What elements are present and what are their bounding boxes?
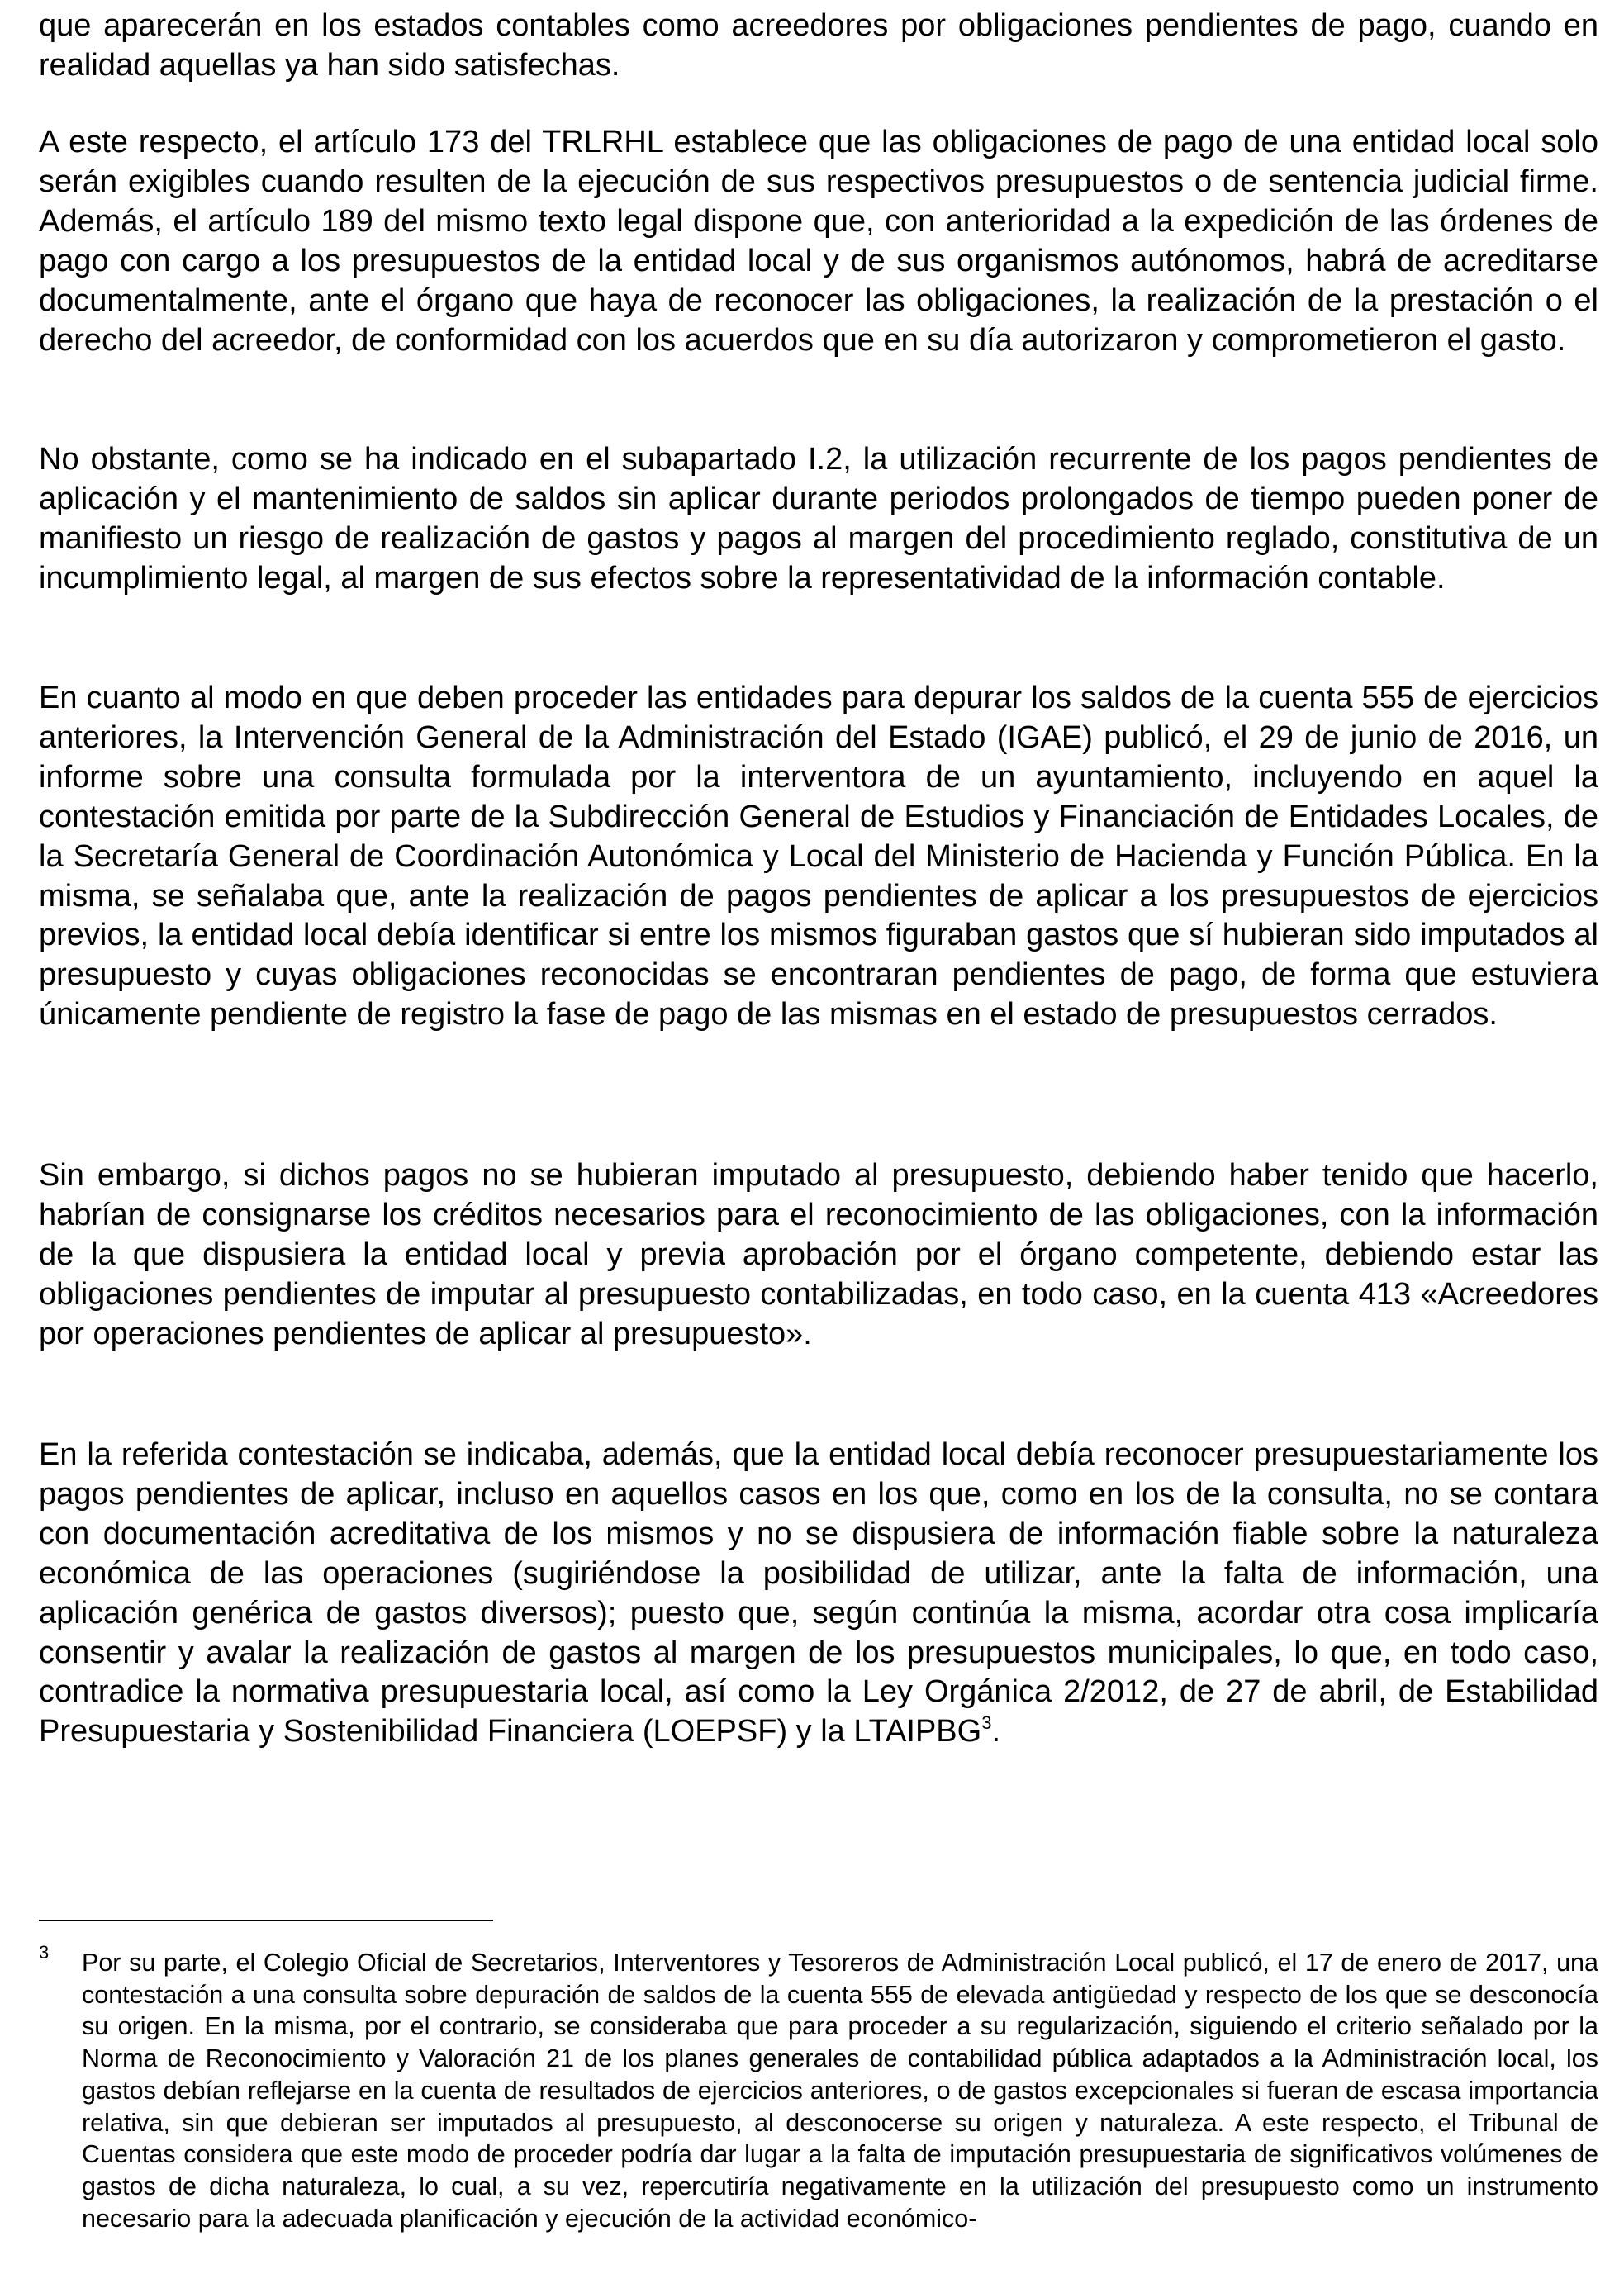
body-paragraph-6-text: En la referida contestación se indicaba, además, que la entidad local debía reconocer presupuestariamente los pagos pendientes de aplicar, incluso en aquellos casos en los que, como en los de la consulta, no se contara con documentación acreditativa de los mismos y no se dispusiera de información fiable sobre la naturaleza económica de las operaciones (sugiriéndose la posibilidad de utilizar, ante la falta de información, una aplicación genérica de gastos diversos); puesto que, según continúa la misma, acordar otra cosa implicaría consentir y avalar la realización de gastos al margen de los presupuestos municipales, lo que, en todo caso, contradice la normativa presupuestaria local, así como la Ley Orgánica 2/2012, de 27 de abril, de Estabilidad Presupuestaria y Sostenibilidad Financiera (LOEPSF) y la LTAIPBG <box>39 1437 1598 1749</box>
footnote-reference: 3 <box>981 1712 992 1734</box>
body-paragraph-4: En cuanto al modo en que deben proceder las entidades para depurar los saldos de la cuenta 555 de ejercicios anteriores, la Intervención General de la Administración del Estado (IGAE) publicó, el 29 de junio de 2016, un informe sobre una consulta formulada por la interventora de un ayuntamiento, incluyendo en aquel la contestación emitida por parte de la Subdirección General de Estudios y Financiación de Entidades Locales, de la Secretaría General de Coordinación Autonómica y Local del Ministerio de Hacienda y Función Pública. En la misma, se señalaba que, ante la realización de pagos pendientes de aplicar a los presupuestos de ejercicios previos, la entidad local debía identificar si entre los mismos figuraban gastos que sí hubieran sido imputados al presupuesto y cuyas obligaciones reconocidas se encontraran pendientes de pago, de forma que estuviera únicamente pendiente de registro la fase de pago de las mismas en el estado de presupuestos cerrados. <box>39 681 1598 1033</box>
body-paragraph-2: A este respecto, el artículo 173 del TRLRHL establece que las obligaciones de pago de una entidad local solo serán exigibles cuando resulten de la ejecución de sus respectivos presupuestos o de sentencia judicial firme. Además, el artículo 189 del mismo texto legal dispone que, con anterioridad a la expedición de las órdenes de pago con cargo a los presupuestos de la entidad local y de sus organismos autónomos, habrá de acreditarse documentalmente, ante el órgano que haya de reconocer las obligaciones, la realización de la prestación o el derecho del acreedor, de conformidad con los acuerdos que en su día autorizaron y comprometieron el gasto. <box>39 125 1598 358</box>
body-paragraph-1: que aparecerán en los estados contables como acreedores por obligaciones pendientes de pago, cuando en realidad aquellas ya han sido satisfechas. <box>39 8 1598 83</box>
body-paragraph-5: Sin embargo, si dichos pagos no se hubieran imputado al presupuesto, debiendo haber tenido que hacerlo, habrían de consignarse los créditos necesarios para el reconocimiento de las obligaciones, con la información de la que dispusiera la entidad local y previa aprobación por el órgano competente, debiendo estar las obligaciones pendientes de imputar al presupuesto contabilizadas, en todo caso, en la cuenta 413 «Acreedores por operaciones pendientes de aplicar al presupuesto». <box>39 1158 1598 1351</box>
document-page <box>39 0 1598 2293</box>
body-paragraph-3: No obstante, como se ha indicado en el subapartado I.2, la utilización recurrente de los pagos pendientes de aplicación y el mantenimiento de saldos sin aplicar durante periodos prolongados de tiempo pueden poner de manifiesto un riesgo de realización de gastos y pagos al margen del procedimiento reglado, constitutiva de un incumplimiento legal, al margen de sus efectos sobre la representatividad de la información contable. <box>39 442 1598 596</box>
paragraph-end-period: . <box>991 1714 1001 1749</box>
footnote-separator <box>39 1920 493 1921</box>
footnote-number: 3 <box>39 1942 50 1963</box>
body-paragraph-6 <box>39 1436 1598 1752</box>
footnote-text: Por su parte, el Colegio Oficial de Secretarios, Interventores y Tesoreros de Administración Local publicó, el 17 de enero de 2017, una contestación a una consulta sobre depuración de saldos de la cuenta 555 de elevada antigüedad y respecto de los que se desconocía su origen. En la misma, por el contrario, se consideraba que para proceder a su regularización, siguiendo el criterio señalado por la Norma de Reconocimiento y Valoración 21 de los planes generales de contabilidad pública adaptados a la Administración local, los gastos debían reflejarse en la cuenta de resultados de ejercicios anteriores, o de gastos excepcionales si fueran de escasa importancia relativa, sin que debieran ser imputados al presupuesto, al desconocerse su origen y naturaleza. A este respecto, el Tribunal de Cuentas considera que este modo de proceder podría dar lugar a la falta de imputación presupuestaria de significativos volúmenes de gastos de dicha naturaleza, lo cual, a su vez, repercutiría negativamente en la utilización del presupuesto como un instrumento necesario para la adecuada planificación y ejecución de la actividad económico- <box>82 1949 1598 2233</box>
